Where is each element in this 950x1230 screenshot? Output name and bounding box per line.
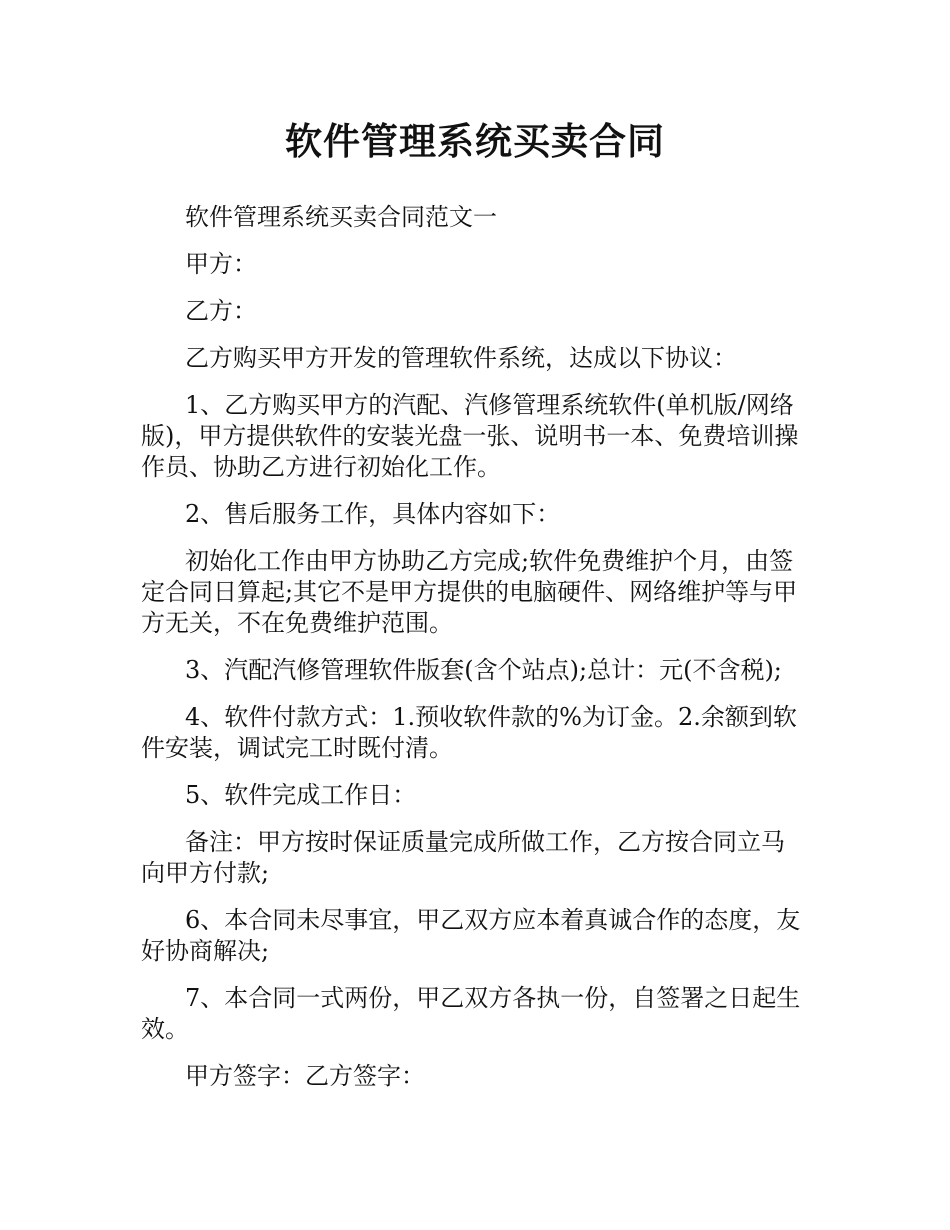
paragraph-clause-1: 1、乙方购买甲方的汽配、汽修管理系统软件(单机版/网络版)，甲方提供软件的安装光盘一张、说明书一本、免费培训操作员、协助乙方进行初始化工作。 <box>141 391 799 481</box>
paragraph-clause-2: 2、售后服务工作，具体内容如下： <box>185 500 561 528</box>
paragraph-subtitle: 软件管理系统买卖合同范文一 <box>185 203 497 231</box>
paragraph-clause-5: 5、软件完成工作日： <box>185 781 417 809</box>
paragraph-clause-2-detail: 初始化工作由甲方协助乙方完成;软件免费维护个月，由签定合同日算起;其它不是甲方提供的电脑硬件、网络维护等与甲方无关，不在免费维护范围。 <box>141 547 798 637</box>
paragraph-party-a: 甲方： <box>185 250 257 278</box>
paragraph-signatures: 甲方签字：乙方签字： <box>185 1062 425 1090</box>
paragraph-intro: 乙方购买甲方开发的管理软件系统，达成以下协议： <box>185 344 737 372</box>
paragraph-party-b: 乙方： <box>185 297 257 325</box>
paragraph-remark: 备注：甲方按时保证质量完成所做工作，乙方按合同立马向甲方付款; <box>141 828 785 887</box>
document-body <box>141 202 806 1108</box>
paragraph-clause-3: 3、汽配汽修管理软件版套(含个站点);总计：元(不含税); <box>185 656 782 684</box>
paragraph-clause-4: 4、软件付款方式：1.预收软件款的%为订金。2.余额到软件安装，调试完工时既付清。 <box>141 703 797 762</box>
document-title: 软件管理系统买卖合同 <box>285 120 665 163</box>
paragraph-clause-6: 6、本合同未尽事宜，甲乙双方应本着真诚合作的态度，友好协商解决; <box>141 906 801 965</box>
paragraph-clause-7: 7、本合同一式两份，甲乙双方各执一份，自签署之日起生效。 <box>141 984 801 1043</box>
